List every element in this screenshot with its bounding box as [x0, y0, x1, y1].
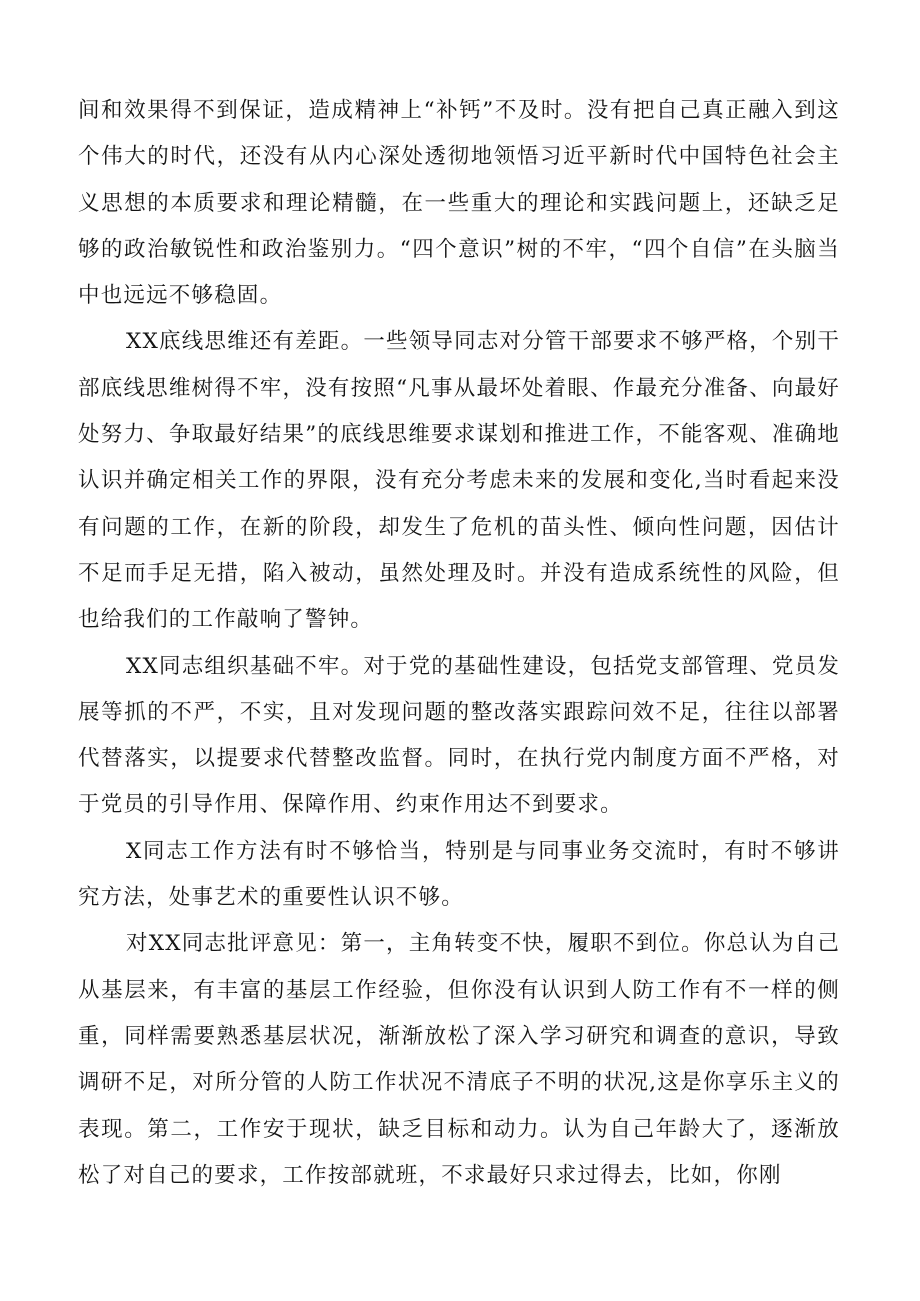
paragraph-4: X同志工作方法有时不够恰当，特别是与同事业务交流时，有时不够讲究方法，处事艺术的重要性认识不够。 — [78, 838, 840, 911]
paragraph-3: XX同志组织基础不牢。对于党的基础性建设，包括党支部管理、党员发展等抓的不严，不实，且对发现问题的整改落实跟踪问效不足，往往以部署代替落实，以提要求代替整改监督。同时，在执行党内制度方面不严格，对于党员的引导作用、保障作用、约束作用达不到要求。 — [78, 653, 841, 818]
paragraph-2: XX底线思维还有差距。一些领导同志对分管干部要求不够严格，个别干部底线思维树得不牢，没有按照“凡事从最坏处着眼、作最充分准备、向最好处努力、争取最好结果”的底线思维要求谋划和推进工作，不能客观、准确地认识并确定相关工作的界限，没有充分考虑未来的发展和变化,当时看起来没有问题的工作，在新的阶段，却发生了危机的苗头性、倾向性问题，因估计不足而手足无措，陷入被动，虽然处理及时。并没有造成系统性的风险，但也给我们的工作敲响了警钟。 — [78, 329, 841, 633]
document-body — [78, 88, 840, 1199]
paragraph-1: 间和效果得不到保证，造成精神上“补钙”不及时。没有把自己真正融入到这个伟大的时代，还没有从内心深处透彻地领悟习近平新时代中国特色社会主义思想的本质要求和理论精髓，在一些重大的理论和实践问题上，还缺乏足够的政治敏锐性和政治鉴别力。“四个意识”树的不牢，“四个自信”在头脑当中也远远不够稳固。 — [78, 98, 840, 309]
paragraph-5: 对XX同志批评意见：第一，主角转变不快，履职不到位。你总认为自己从基层来，有丰富的基层工作经验，但你没有认识到人防工作有不一样的侧重，同样需要熟悉基层状况，渐渐放松了深入学习研究和调查的意识，导致调研不足，对所分管的人防工作状况不清底子不明的状况,这是你享乐主义的表现。第二，工作安于现状，缺乏目标和动力。认为自己年龄大了，逐渐放松了对自己的要求，工作按部就班，不求最好只求过得去，比如，你刚 — [78, 931, 841, 1188]
